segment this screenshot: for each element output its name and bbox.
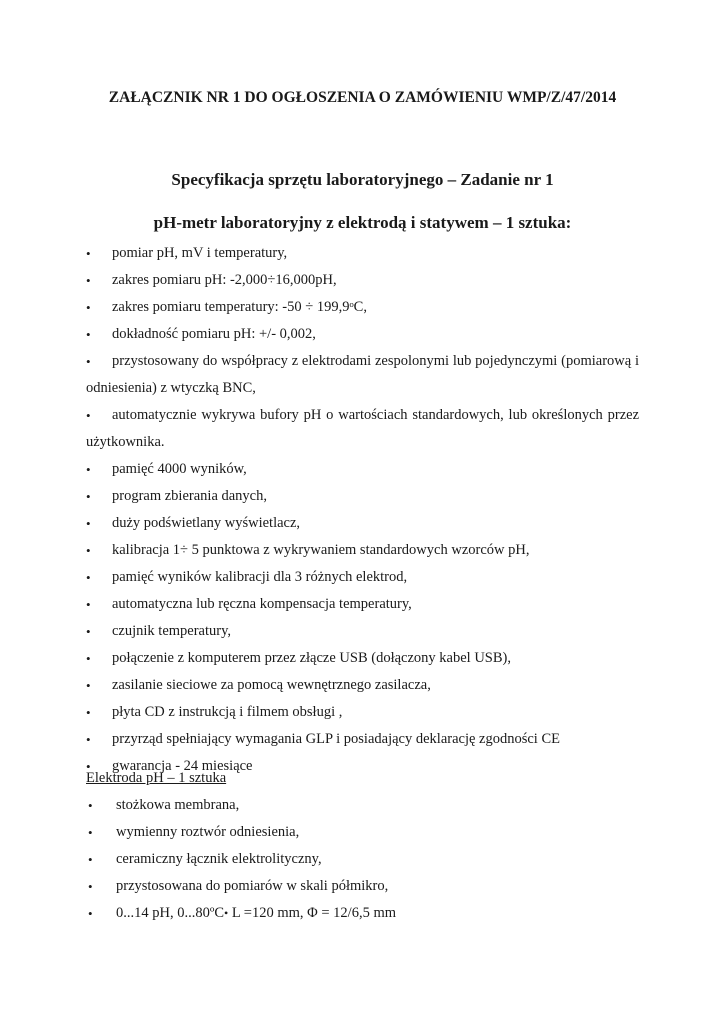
list-item: • automatyczna lub ręczna kompensacja temperatury, <box>86 591 639 618</box>
list-item: • ceramiczny łącznik elektrolityczny, <box>86 846 639 873</box>
list-item: • zakres pomiaru pH: -2,000÷16,000pH, <box>86 267 639 294</box>
bullet-icon: • <box>86 705 91 720</box>
electrode-feature-list <box>86 792 639 927</box>
list-item: • program zbierania danych, <box>86 483 639 510</box>
list-item: • kalibracja 1÷ 5 punktowa z wykrywaniem standardowych wzorców pH, <box>86 537 639 564</box>
bullet-icon: • <box>86 516 91 531</box>
list-item: • zakres pomiaru temperatury: -50 ÷ 199,9ᵒC, <box>86 294 639 321</box>
list-item: • zasilanie sieciowe za pomocą wewnętrznego zasilacza, <box>86 672 639 699</box>
list-item: • pamięć 4000 wyników, <box>86 456 639 483</box>
bullet-icon: • <box>86 597 91 612</box>
inline-bullet-icon: • <box>224 906 229 920</box>
list-item: • przyrząd spełniający wymagania GLP i posiadający deklarację zgodności CE <box>86 726 639 753</box>
bullet-icon: • <box>86 678 91 693</box>
bullet-icon: • <box>86 273 91 288</box>
list-item: • dokładność pomiaru pH: +/- 0,002, <box>86 321 639 348</box>
list-item: • stożkowa membrana, <box>86 792 639 819</box>
bullet-icon: • <box>86 462 91 477</box>
list-item: • przystosowany do współpracy z elektrodami zespolonymi lub pojedynczymi (pomiarową i odniesienia) z wtyczką BNC, <box>86 348 639 402</box>
list-item: • czujnik temperatury, <box>86 618 639 645</box>
list-item: • duży podświetlany wyświetlacz, <box>86 510 639 537</box>
list-item: • 0...14 pH, 0...80ºC• L =120 mm, Φ = 12/6,5 mm <box>86 900 639 927</box>
electrode-heading: Elektroda pH – 1 sztuka <box>86 770 227 786</box>
list-item: • przystosowana do pomiarów w skali półmikro, <box>86 873 639 900</box>
bullet-icon: • <box>88 825 93 840</box>
specification-title: Specyfikacja sprzętu laboratoryjnego – Zadanie nr 1 <box>171 170 554 189</box>
list-item: • połączenie z komputerem przez złącze USB (dołączony kabel USB), <box>86 645 639 672</box>
bullet-icon: • <box>86 489 91 504</box>
annex-title: ZAŁĄCZNIK NR 1 DO OGŁOSZENIA O ZAMÓWIENIU WMP/Z/47/2014 <box>108 89 617 106</box>
product-title: pH-metr laboratoryjny z elektrodą i statywem – 1 sztuka: <box>153 213 572 232</box>
list-item: • wymienny roztwór odniesienia, <box>86 819 639 846</box>
list-item: • pomiar pH, mV i temperatury, <box>86 240 639 267</box>
list-item: • gwarancja - 24 miesiące <box>86 753 639 780</box>
bullet-icon: • <box>86 354 91 369</box>
bullet-icon: • <box>86 327 91 342</box>
bullet-icon: • <box>86 651 91 666</box>
ph-meter-feature-list <box>86 240 639 780</box>
bullet-icon: • <box>86 624 91 639</box>
list-item: • płyta CD z instrukcją i filmem obsługi , <box>86 699 639 726</box>
bullet-icon: • <box>86 300 91 315</box>
bullet-icon: • <box>88 906 93 921</box>
bullet-icon: • <box>86 543 91 558</box>
list-item: • pamięć wyników kalibracji dla 3 różnych elektrod, <box>86 564 639 591</box>
list-item: • automatycznie wykrywa bufory pH o wartościach standardowych, lub określonych przez użytkownika. <box>86 402 639 456</box>
bullet-icon: • <box>86 246 91 261</box>
bullet-icon: • <box>88 798 93 813</box>
bullet-icon: • <box>86 732 91 747</box>
bullet-icon: • <box>88 852 93 867</box>
bullet-icon: • <box>86 759 91 774</box>
bullet-icon: • <box>86 408 91 423</box>
bullet-icon: • <box>86 570 91 585</box>
bullet-icon: • <box>88 879 93 894</box>
